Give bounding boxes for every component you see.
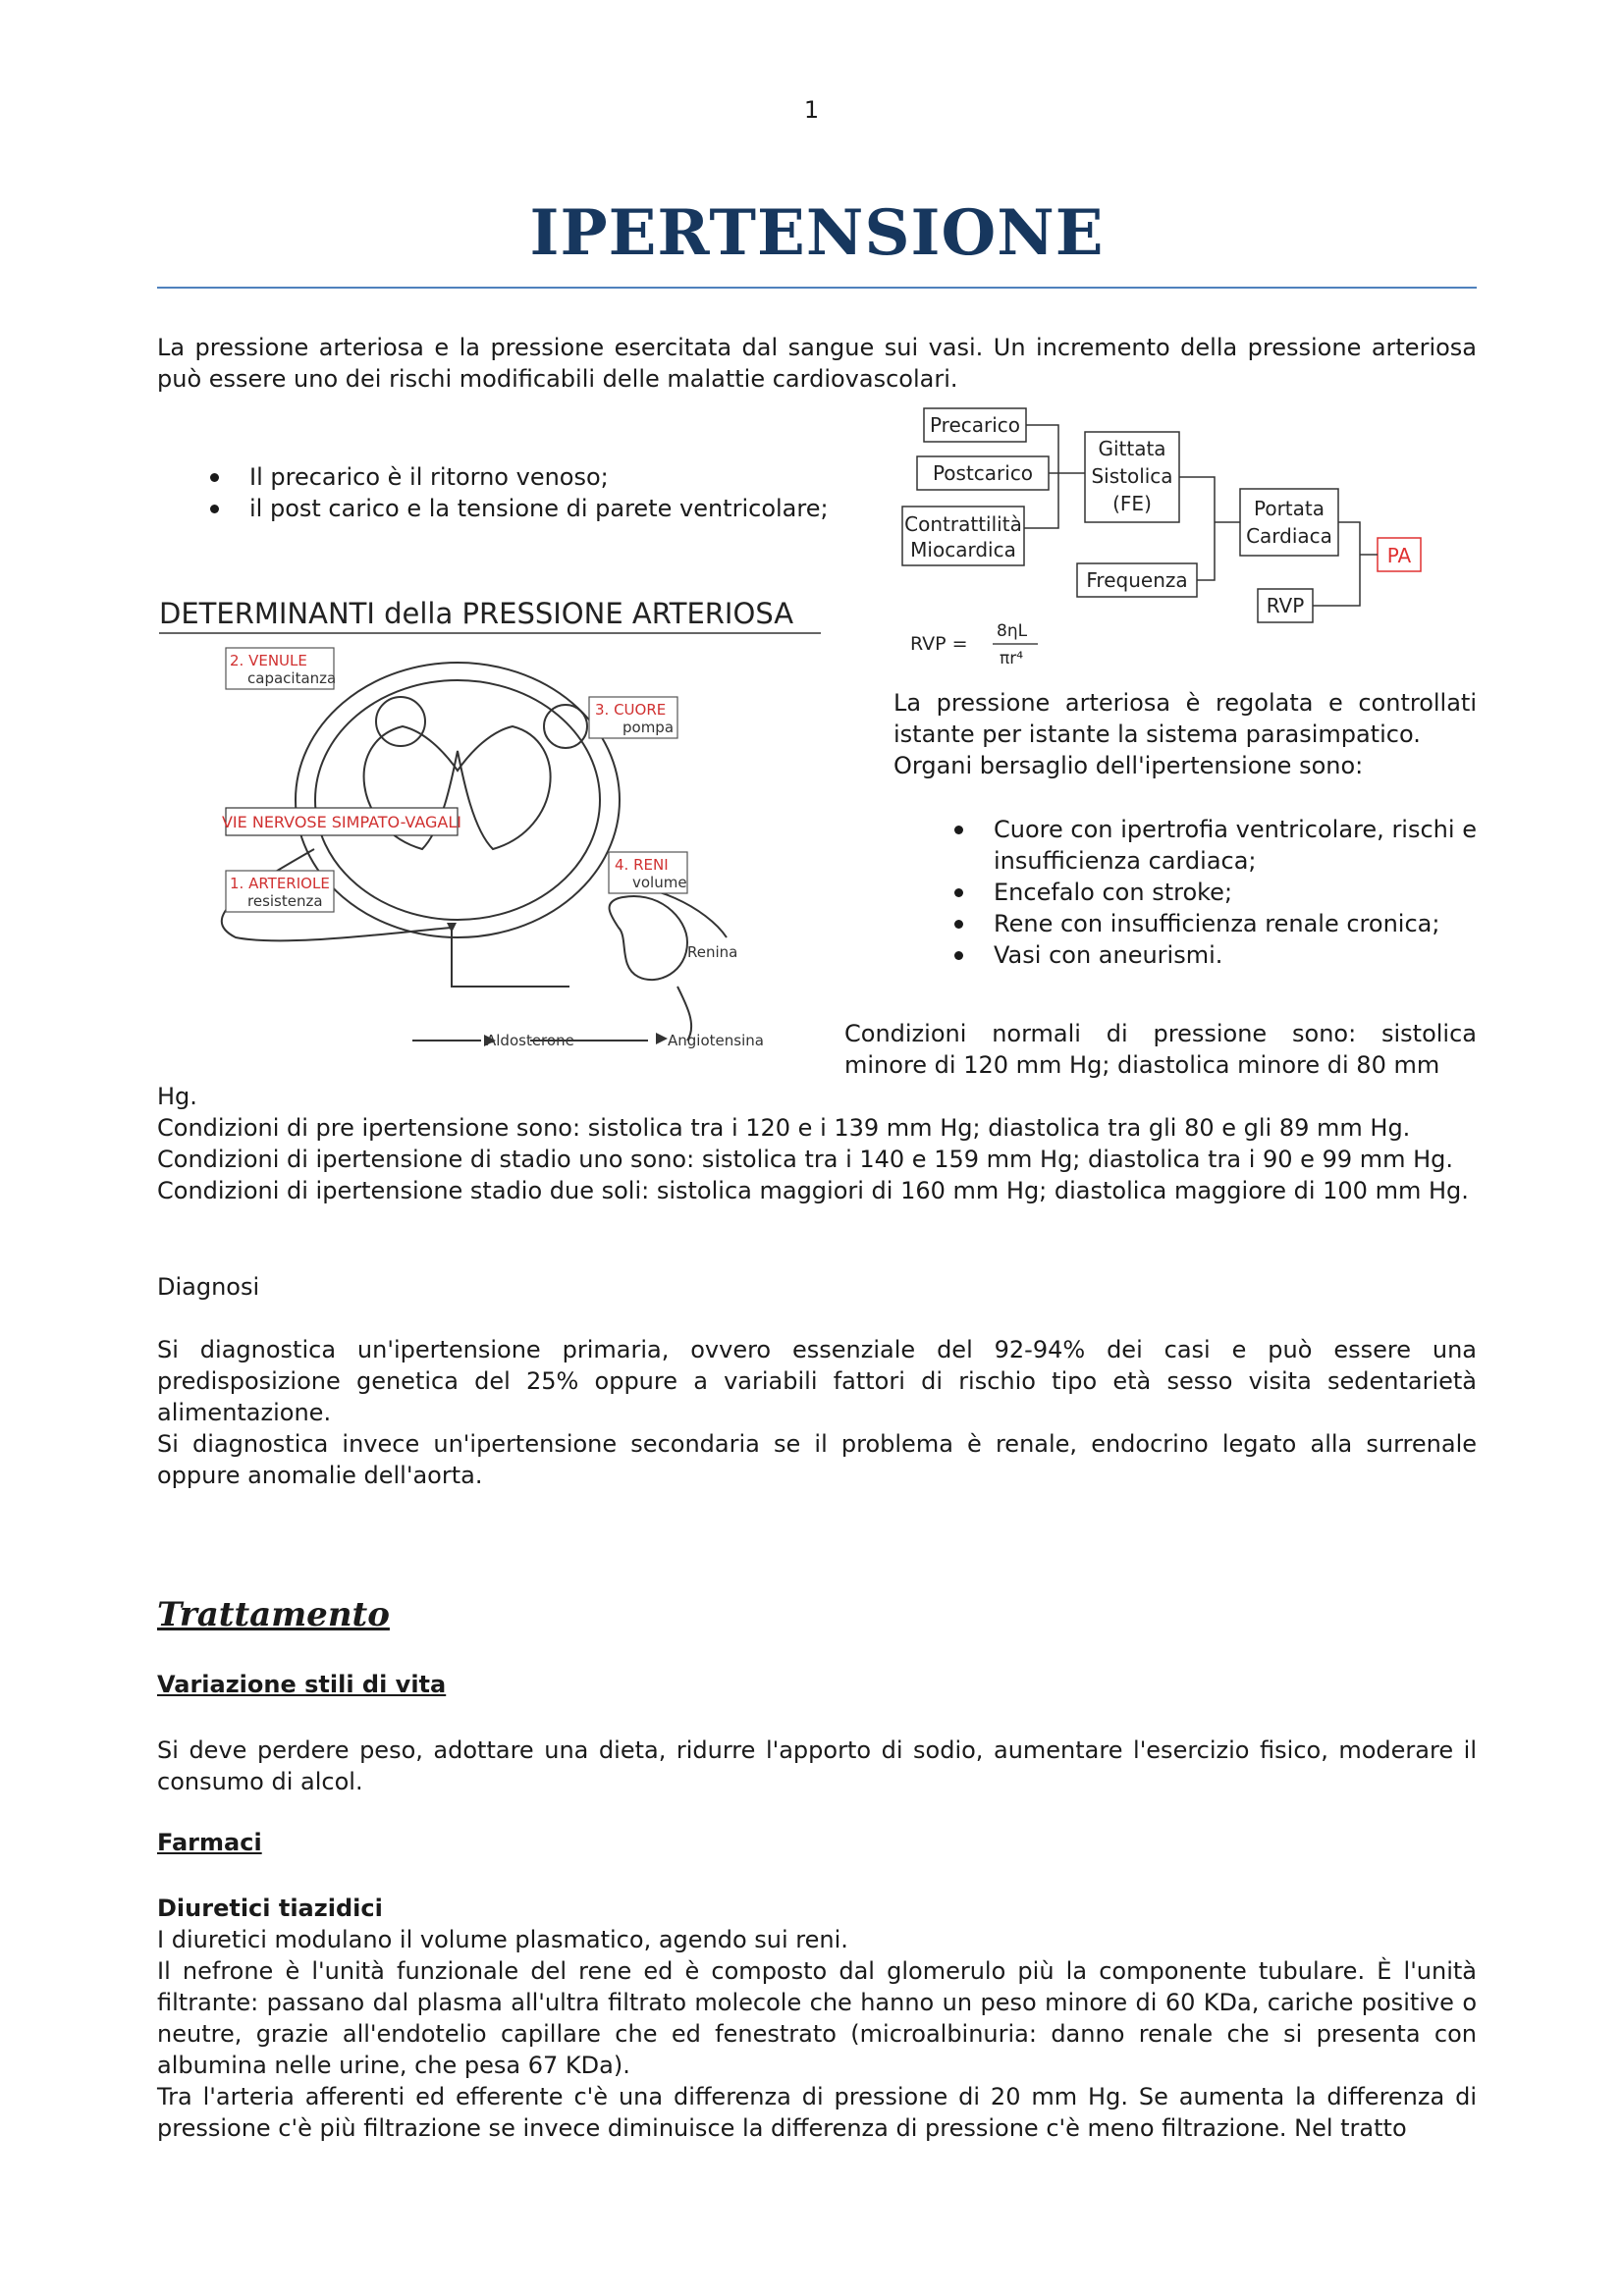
- frequenza-label: Frequenza: [1086, 568, 1188, 592]
- list-item: il post carico e la tensione di parete ventricolare;: [202, 493, 870, 524]
- aldosterone-label: Aldosterone: [486, 1032, 574, 1049]
- drugs-heading: Farmaci: [157, 1829, 262, 1856]
- pa-label: PA: [1386, 544, 1412, 567]
- arteriole-sub-label: resistenza: [247, 892, 323, 910]
- thiazide-paragraph-2: Il nefrone è l'unità funzionale del rene ed è composto dal glomerulo più la componente tubulare. È l'unità filtrante: passano dal plasma all'ultra filtrato molecole che hanno un peso minore di 60 KDa, cariche positive o neutre, grazie all'endotelio capillare che ed fenestrato (microalbinuria: danno renale che si presenta con albumina nelle urine, che pesa 67 KDa).: [157, 1957, 1477, 2079]
- precarico-label: Precarico: [929, 413, 1021, 437]
- determinants-diagram: [157, 594, 835, 1055]
- reni-sub-label: volume: [632, 874, 687, 891]
- diagnosis-block: [157, 1334, 1477, 1491]
- cuore-label: 3. CUORE: [595, 701, 667, 719]
- formula-lhs: RVP =: [910, 633, 968, 655]
- reni-label: 4. RENI: [615, 856, 669, 874]
- title-divider: [157, 287, 1477, 289]
- list-item: Vasi con aneurismi.: [947, 939, 1477, 971]
- arteriole-label: 1. ARTERIOLE: [230, 875, 330, 892]
- venule-sub-label: capacitanza: [247, 669, 337, 687]
- renina-label: Renina: [687, 943, 738, 961]
- list-item: Il precarico è il ritorno venoso;: [202, 461, 870, 493]
- conditions-block: [157, 1081, 1477, 1206]
- normal-pressure-text: Condizioni normali di pressione sono: sistolica minore di 120 mm Hg; diastolica minore di 80 mm: [844, 1020, 1477, 1079]
- primary-hypertension-text: Si diagnostica un'ipertensione primaria, ovvero essenziale del 92-94% dei casi e può essere una predisposizione genetica del 25% oppure a variabili fattori di rischio tipo età sesso visita sedentarietà alimentazione.: [157, 1336, 1477, 1426]
- rvp-label: RVP: [1266, 594, 1305, 617]
- gittata-label: Gittata: [1098, 437, 1166, 460]
- cardiaca-label: Cardiaca: [1246, 524, 1332, 548]
- list-item: Rene con insufficienza renale cronica;: [947, 908, 1477, 939]
- angiotensina-label: Angiotensina: [668, 1032, 764, 1049]
- target-organs-list: [947, 814, 1477, 971]
- thiazide-heading: Diuretici tiazidici: [157, 1895, 383, 1922]
- nervous-label: VIE NERVOSE SIMPATO-VAGALI: [221, 813, 462, 831]
- cardiac-output-flow-diagram: [898, 400, 1448, 675]
- intro-paragraph: La pressione arteriosa e la pressione esercitata dal sangue sui vasi. Un incremento della pressione arteriosa può essere uno dei rischi modificabili delle malattie cardiovascolari.: [157, 334, 1477, 393]
- stage1-text: Condizioni di ipertensione di stadio uno sono: sistolica tra i 140 e 159 mm Hg; diastolica tra i 90 e 99 mm Hg.: [157, 1146, 1454, 1173]
- treatment-heading: Trattamento: [157, 1595, 390, 1634]
- pre-hypertension-text: Condizioni di pre ipertensione sono: sistolica tra i 120 e i 139 mm Hg; diastolica tra gli 80 e gli 89 mm Hg.: [157, 1114, 1411, 1142]
- sistolica-label: Sistolica: [1091, 464, 1173, 488]
- target-organs-intro: Organi bersaglio dell'ipertensione sono:: [893, 752, 1364, 779]
- thiazide-block: [157, 1893, 1477, 2144]
- load-bullet-list: [202, 461, 870, 524]
- regulation-block: [893, 687, 1477, 781]
- miocardica-label: Miocardica: [910, 538, 1016, 561]
- postcarico-label: Postcarico: [932, 461, 1034, 485]
- normal-pressure-tail: Hg.: [157, 1083, 197, 1110]
- list-item: Cuore con ipertrofia ventricolare, rischi e insufficienza cardiaca;: [947, 814, 1477, 877]
- lifestyle-heading: Variazione stili di vita: [157, 1671, 447, 1698]
- formula-numerator: 8ηL: [997, 621, 1028, 641]
- page-title: IPERTENSIONE: [529, 196, 1105, 270]
- lifestyle-text: Si deve perdere peso, adottare una dieta, ridurre l'apporto di sodio, aumentare l'esercizio fisico, moderare il consumo di alcol.: [157, 1736, 1477, 1795]
- formula-denominator: πr⁴: [1000, 649, 1024, 668]
- fe-label: (FE): [1112, 492, 1152, 515]
- stage2-text: Condizioni di ipertensione stadio due soli: sistolica maggiori di 160 mm Hg; diastolica maggiore di 100 mm Hg.: [157, 1177, 1469, 1204]
- venule-label: 2. VENULE: [230, 652, 307, 669]
- secondary-hypertension-text: Si diagnostica invece un'ipertensione secondaria se il problema è renale, endocrino legato alla surrenale oppure anomalie dell'aorta.: [157, 1430, 1477, 1489]
- contrattilita-label: Contrattilità: [904, 512, 1022, 536]
- determinants-heading: DETERMINANTI della PRESSIONE ARTERIOSA: [159, 597, 794, 630]
- list-item: Encefalo con stroke;: [947, 877, 1477, 908]
- portata-label: Portata: [1253, 497, 1325, 520]
- thiazide-paragraph-3: Tra l'arteria afferenti ed efferente c'è una differenza di pressione di 20 mm Hg. Se aumenta la differenza di pressione c'è più filtrazione se invece diminuisce la differenza di pressione c'è meno filtrazione. Nel tratto: [157, 2083, 1477, 2142]
- cuore-sub-label: pompa: [622, 719, 675, 736]
- page-number: 1: [803, 96, 820, 124]
- thiazide-paragraph-1: I diuretici modulano il volume plasmatico, agendo sui reni.: [157, 1926, 848, 1953]
- regulation-paragraph: La pressione arteriosa è regolata e controllati istante per istante la sistema parasimpatico.: [893, 689, 1477, 748]
- diagnosis-heading: Diagnosi: [157, 1273, 260, 1301]
